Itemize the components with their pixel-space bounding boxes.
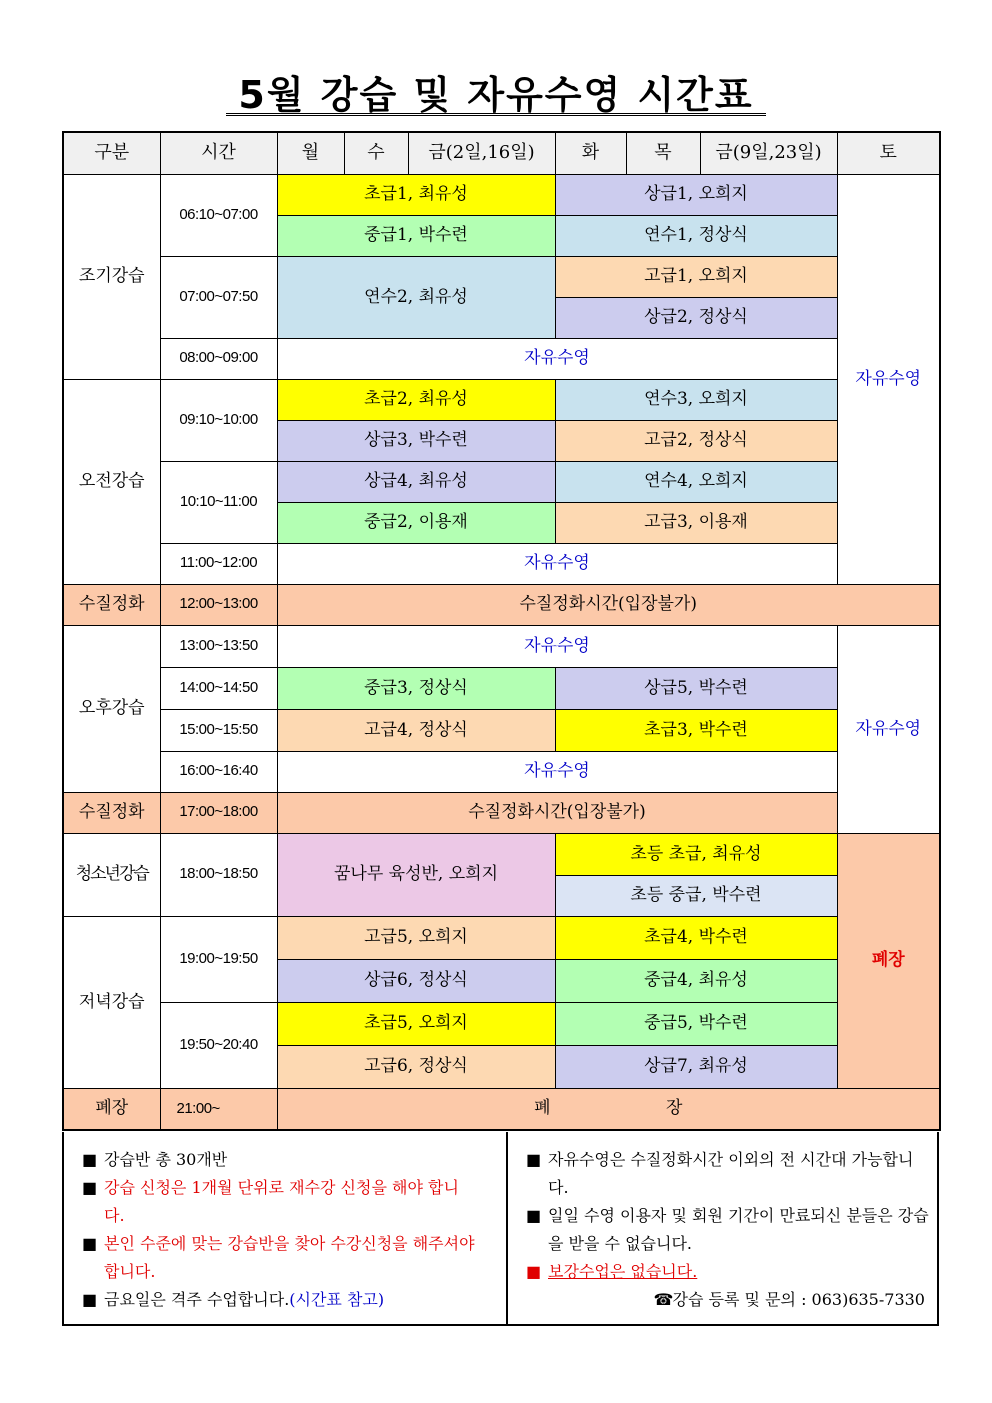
class-cell: 초급5, 오희지: [277, 1002, 555, 1045]
class-cell: 초등 초급, 최유성: [555, 833, 837, 875]
section-water-1: 수질정화: [63, 584, 160, 625]
header-tue: 화: [555, 132, 626, 174]
note-item: ■ 자유수영은 수질정화시간 이외의 전 시간대 가능합니다.: [526, 1146, 929, 1202]
header-wed: 수: [344, 132, 408, 174]
class-cell: 상급6, 정상식: [277, 959, 555, 1002]
title-underline: [226, 113, 766, 116]
header-fri-b: 금(9일,23일): [700, 132, 837, 174]
time-1800: 18:00~18:50: [160, 833, 277, 916]
class-cell: 꿈나무 육성반, 오희지: [277, 833, 555, 916]
class-cell: 고급2, 정상식: [555, 420, 837, 461]
note-item: ■ 본인 수준에 맞는 강습반을 찾아 수강신청을 해주셔야 합니다.: [82, 1230, 506, 1286]
square-bullet-icon: ■: [82, 1150, 98, 1169]
time-1300: 13:00~13:50: [160, 625, 277, 667]
time-1900: 19:00~19:50: [160, 916, 277, 1002]
class-cell: 초급1, 최유성: [277, 174, 555, 215]
class-cell: 연수3, 오희지: [555, 379, 837, 420]
note-item: ■ 금요일은 격주 수업합니다.(시간표 참고): [82, 1286, 506, 1314]
time-0700: 07:00~07:50: [160, 256, 277, 338]
time-1950: 19:50~20:40: [160, 1002, 277, 1088]
class-cell: 상급4, 최유성: [277, 461, 555, 502]
section-closed: 폐장: [63, 1088, 160, 1130]
sat-closed: 폐장: [837, 833, 940, 1088]
time-2100: 21:00~: [160, 1088, 277, 1130]
free-swim-cell: 자유수영: [277, 338, 837, 379]
class-cell: 고급4, 정상식: [277, 709, 555, 751]
water-cleaning-cell: 수질정화시간(입장불가): [277, 792, 837, 833]
section-youth: 청소년강습: [63, 833, 160, 916]
section-morning: 오전강습: [63, 379, 160, 584]
closed-cell: 폐 장: [277, 1088, 940, 1130]
square-bullet-icon: ■: [82, 1178, 98, 1197]
class-cell: 중급1, 박수련: [277, 215, 555, 256]
class-cell: 연수4, 오희지: [555, 461, 837, 502]
square-bullet-icon: ■: [526, 1206, 542, 1225]
note-reference: (시간표 참고): [289, 1290, 385, 1309]
class-cell: 중급4, 최유성: [555, 959, 837, 1002]
square-bullet-icon: ■: [526, 1150, 542, 1169]
note-item: ■ 강습반 총 30개반: [82, 1146, 506, 1174]
contact-line: ☎ 강습 등록 및 문의 : 063)635-7330: [526, 1286, 929, 1314]
time-1200: 12:00~13:00: [160, 584, 277, 625]
class-cell: 중급2, 이용재: [277, 502, 555, 543]
class-cell: 고급1, 오희지: [555, 256, 837, 297]
time-0610: 06:10~07:00: [160, 174, 277, 256]
time-1600: 16:00~16:40: [160, 751, 277, 792]
free-swim-cell: 자유수영: [277, 751, 837, 792]
header-fri-a: 금(2일,16일): [408, 132, 555, 174]
time-1500: 15:00~15:50: [160, 709, 277, 751]
header-category: 구분: [63, 132, 160, 174]
water-cleaning-cell: 수질정화시간(입장불가): [277, 584, 940, 625]
class-cell: 상급3, 박수련: [277, 420, 555, 461]
time-0910: 09:10~10:00: [160, 379, 277, 461]
class-cell: 연수2, 최유성: [277, 256, 555, 338]
section-afternoon: 오후강습: [63, 625, 160, 792]
time-0800: 08:00~09:00: [160, 338, 277, 379]
square-bullet-icon: ■: [82, 1290, 98, 1309]
free-swim-cell: 자유수영: [277, 543, 837, 584]
section-water-2: 수질정화: [63, 792, 160, 833]
class-cell: 중급5, 박수련: [555, 1002, 837, 1045]
class-cell: 고급6, 정상식: [277, 1045, 555, 1088]
class-cell: 고급5, 오희지: [277, 916, 555, 959]
class-cell: 상급5, 박수련: [555, 667, 837, 709]
class-cell: 고급3, 이용재: [555, 502, 837, 543]
time-1700: 17:00~18:00: [160, 792, 277, 833]
notes-right: [508, 1132, 937, 1324]
time-1010: 10:10~11:00: [160, 461, 277, 543]
class-cell: 상급7, 최유성: [555, 1045, 837, 1088]
class-cell: 초급3, 박수련: [555, 709, 837, 751]
note-item: ■ 일일 수영 이용자 및 회원 기간이 만료되신 분들은 강습을 받을 수 없습니다.: [526, 1202, 929, 1258]
note-item: ■ 강습 신청은 1개월 단위로 재수강 신청을 해야 합니다.: [82, 1174, 506, 1230]
header-thu: 목: [626, 132, 700, 174]
schedule-table: [62, 131, 941, 1131]
header-time: 시간: [160, 132, 277, 174]
class-cell: 연수1, 정상식: [555, 215, 837, 256]
section-early: 조기강습: [63, 174, 160, 379]
notes-left: [64, 1132, 508, 1324]
class-cell: 초급2, 최유성: [277, 379, 555, 420]
free-swim-cell: 자유수영: [277, 625, 837, 667]
phone-icon: ☎: [653, 1290, 674, 1309]
square-bullet-icon: ■: [526, 1262, 542, 1281]
header-mon: 월: [277, 132, 344, 174]
class-cell: 상급1, 오희지: [555, 174, 837, 215]
square-bullet-icon: ■: [82, 1234, 98, 1253]
class-cell: 초등 중급, 박수련: [555, 875, 837, 916]
time-1400: 14:00~14:50: [160, 667, 277, 709]
sat-free-swim-morning: 자유수영: [837, 174, 940, 584]
notes-box: [62, 1132, 939, 1326]
page-title: 5월 강습 및 자유수영 시간표: [238, 73, 754, 117]
class-cell: 중급3, 정상식: [277, 667, 555, 709]
class-cell: 초급4, 박수련: [555, 916, 837, 959]
sat-free-swim-afternoon: 자유수영: [837, 625, 940, 833]
time-1100: 11:00~12:00: [160, 543, 277, 584]
note-item: ■ 보강수업은 없습니다.: [526, 1258, 929, 1286]
section-evening: 저녁강습: [63, 916, 160, 1088]
header-sat: 토: [837, 132, 940, 174]
class-cell: 상급2, 정상식: [555, 297, 837, 338]
